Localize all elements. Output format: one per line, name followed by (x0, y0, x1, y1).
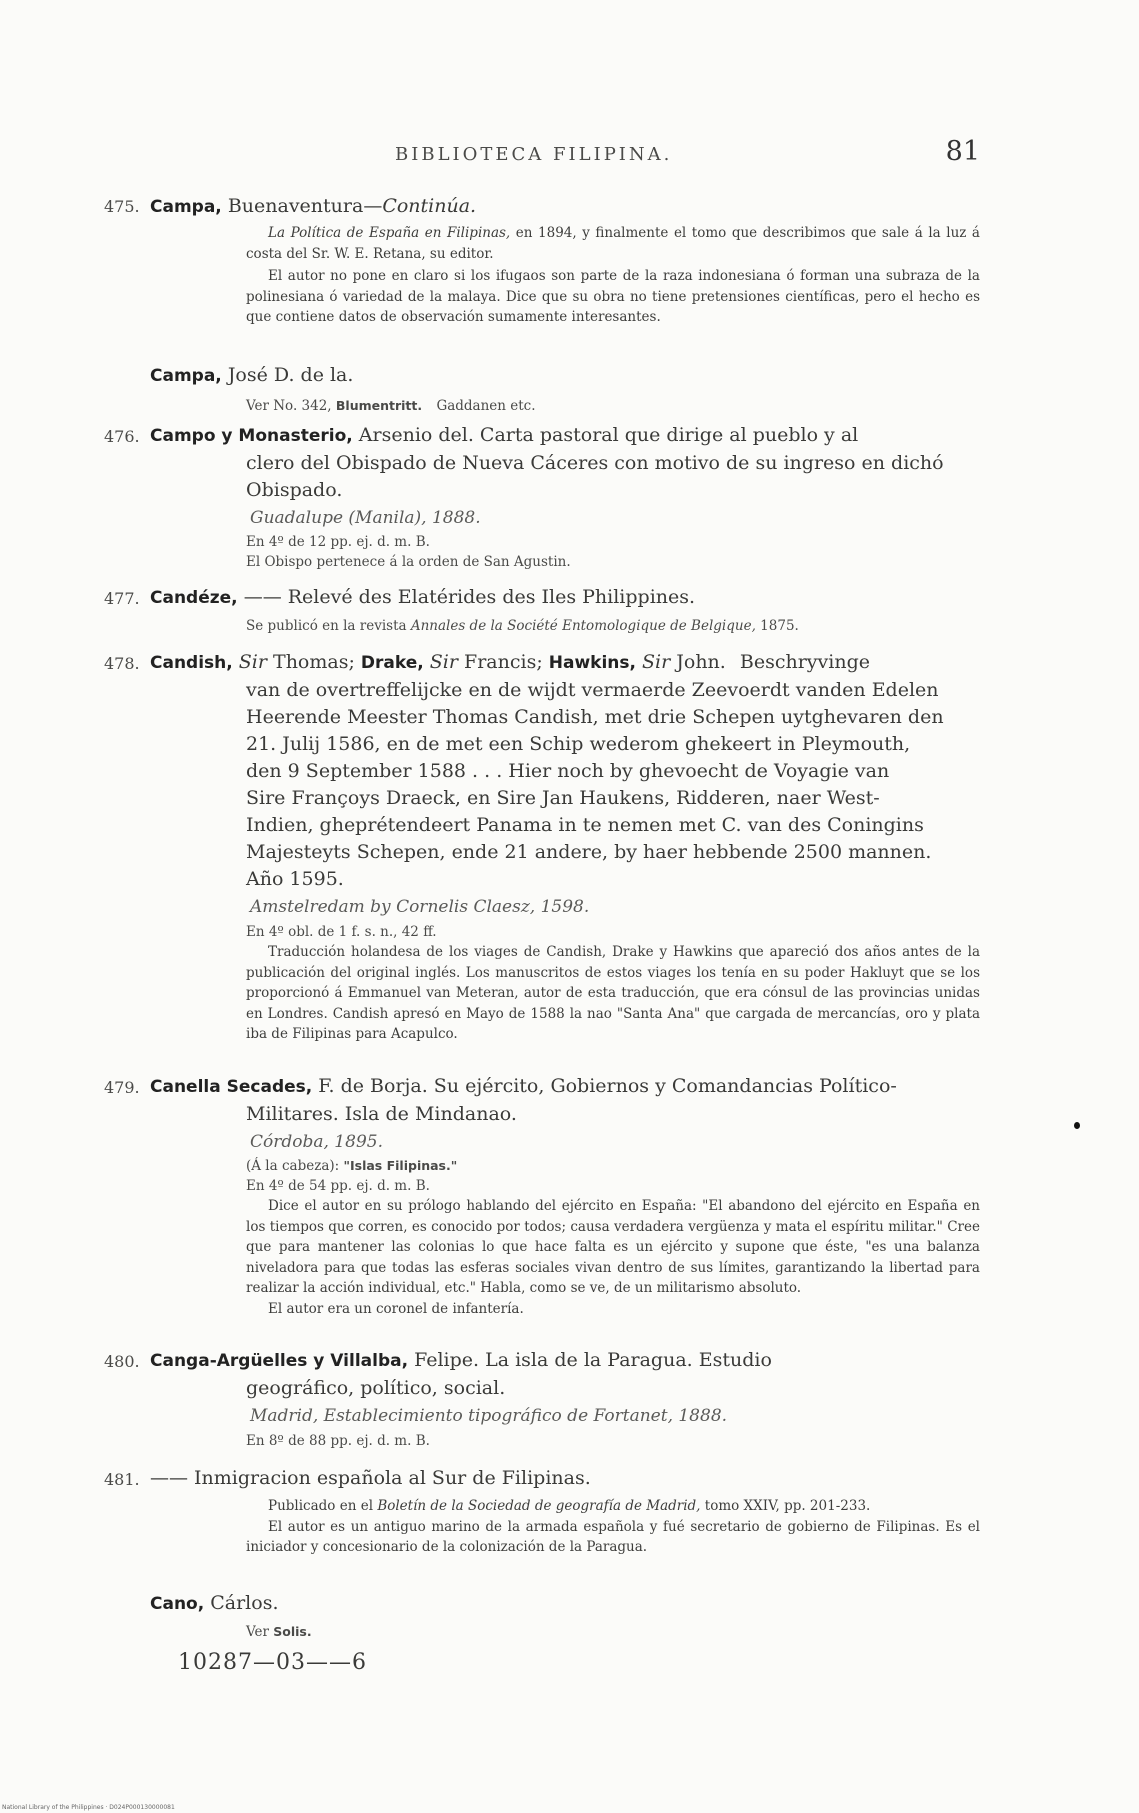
entry-note: El autor no pone en claro si los ifugaos son parte de la raza indonesiana ó forman una subraza de la polinesiana ó variedad de la malaya. Dice que su obra no tiene pretensiones científicas, pero el hecho es que contiene datos de observación sumamente interesantes. (246, 268, 980, 325)
entry-author: Candéze, (150, 588, 238, 608)
entry-note: Traducción holandesa de los viages de Candish, Drake y Hawkins que apareció dos años antes de la publicación del original inglés. Los manuscritos de estos viages los tenía en su poder Hakluyt que se los proporcionó á Emmanuel van Meteran, autor de esta traducción, que era cónsul de las provincias unidas en Londres. Candish apresó en Mayo de 1588 la nao "Santa Ana" que cargada de mercancías, oro y plata iba de Filipinas para Acapulco. (246, 944, 980, 1042)
entry-title: 21. Julij 1586, en de met een Schip wederom ghekeert in Pleymouth, (246, 733, 911, 755)
scan-footer-id: National Library of the Philippines · D024P000130000081 (2, 1804, 175, 1811)
cross-reference: Ver Solis. (246, 1624, 312, 1640)
entry-note: Dice el autor en su prólogo hablando del ejército en España: "El abandono del ejército en España en los tiempos que corren, es conocido por todos; causa verdadera vergüenza y mata el espíritu militar." Cree que para mantener las colonias lo que hace falta es un ejército y supone que éste, "es una balanza niveladora para que todas las esferas sociales vivan dentro de sus límites, garantizando la libertad para realizar la acción individual, etc." Habla, como se ve, de un militarismo absoluto. (246, 1198, 980, 1296)
entry-imprint: Amstelredam by Cornelis Claesz, 1598. (250, 897, 590, 917)
entry-title: Beschryvinge (739, 651, 870, 673)
entry-note: Publicado en el Boletín de la Sociedad de geografía de Madrid, tomo XXIV, pp. 201-233. (268, 1498, 871, 1514)
entry-format: En 4º de 54 pp. ej. d. m. B. (246, 1178, 430, 1194)
entry-477 (104, 584, 980, 636)
ink-speck (1074, 1122, 1080, 1129)
continuation-mark: Continúa. (382, 195, 477, 217)
entry-title: —— Relevé des Elatérides des Iles Philippines. (243, 586, 696, 608)
entry-author: Campa, (150, 197, 222, 217)
entry-author: Campa, (150, 366, 222, 386)
entry-title: Felipe. La isla de la Paragua. Estudio (414, 1349, 772, 1371)
entry-479 (104, 1073, 980, 1319)
entry-note: Se publicó en la revista Annales de la Société Entomologique de Belgique, 1875. (246, 618, 799, 634)
entry-note: La Política de España en Filipinas, en 1894, y finalmente el tomo que describimos que sale á la luz á costa del Sr. W. E. Retana, su editor. (246, 225, 980, 262)
entry-author: Candish, (150, 653, 233, 673)
entry-imprint: Madrid, Establecimiento tipográfico de Fortanet, 1888. (250, 1406, 728, 1426)
entry-480 (104, 1347, 980, 1451)
entry-481 (104, 1465, 980, 1558)
entry-number: 475. (104, 197, 140, 216)
entry-author: Drake, (360, 653, 424, 673)
entry-note: El autor es un antiguo marino de la armada española y fué secretario de gobierno de Filipinas. Es el iniciador y concesionario de la colonización de la Paragua. (246, 1518, 980, 1555)
entry-title: Militares. Isla de Mindanao. (246, 1103, 517, 1125)
entry-number: 476. (104, 427, 140, 446)
printer-signature: 10287—03——6 (178, 1650, 367, 1675)
entry-format: En 4º obl. de 1 f. s. n., 42 ff. (246, 924, 437, 940)
entry-number: 480. (104, 1352, 140, 1371)
entry-number: 478. (104, 654, 140, 673)
entry-note: El Obispo pertenece á la orden de San Agustin. (246, 554, 571, 570)
entry-author: Hawkins, (548, 653, 636, 673)
entry-campa-jose (150, 362, 980, 416)
entry-title: Majesteyts Schepen, ende 21 andere, by haer hebbende 2500 mannen. (246, 841, 932, 863)
entry-author: Cano, (150, 1594, 205, 1614)
entry-title: den 9 September 1588 . . . Hier noch by ghevoecht de Voyagie van (246, 760, 890, 782)
entry-number: 481. (104, 1470, 140, 1489)
entry-number: 479. (104, 1078, 140, 1097)
entry-imprint: Córdoba, 1895. (250, 1132, 383, 1152)
entry-title: Indien, gheprétendeert Panama in te nemen met C. van des Coningins (246, 814, 924, 836)
cross-reference: Ver No. 342, Blumentritt. Gaddanen etc. (246, 398, 536, 414)
entry-heading-note: (Á la cabeza): "Islas Filipinas." (246, 1158, 458, 1174)
entry-title: Año 1595. (246, 868, 344, 890)
entry-author: Canella Secades, (150, 1077, 313, 1097)
entry-cano (150, 1590, 980, 1642)
page-number: 81 (945, 136, 980, 167)
entry-imprint: Guadalupe (Manila), 1888. (250, 508, 481, 528)
entry-author: Canga-Argüelles y Villalba, (150, 1351, 409, 1371)
entry-author-name: José D. de la. (227, 364, 354, 386)
entry-note: El autor era un coronel de infantería. (268, 1300, 524, 1317)
entry-format: En 4º de 12 pp. ej. d. m. B. (246, 534, 430, 550)
running-head: BIBLIOTECA FILIPINA. (395, 144, 673, 165)
entry-475 (104, 193, 980, 328)
entry-format: En 8º de 88 pp. ej. d. m. B. (246, 1433, 430, 1449)
entry-title: Arsenio del. Carta pastoral que dirige al pueblo y al (358, 424, 859, 446)
entry-author-name: Buenaventura— (227, 195, 383, 217)
entry-number: 477. (104, 589, 140, 608)
entry-title: van de overtreffelijcke en de wijdt vermaerde Zeevoerdt vanden Edelen (246, 679, 939, 701)
entry-title: clero del Obispado de Nueva Cáceres con motivo de su ingreso en dichó (246, 452, 944, 474)
entry-title: Sire Françoys Draeck, en Sire Jan Haukens, Ridderen, naer West- (246, 787, 880, 809)
entry-478: 478. Candish, Sir Thomas; Drake, Sir Francis; Hawkins, Sir John. Beschryvinge van de overtreffelijcke en de wijdt vermaerde Zeevoerdt vanden Edelen Heerende Meester Thomas Candish, met drie Schepen uytghevaren den 21. Julij 1586, en de met een Schip wederom ghekeert in Pleymouth, den 9 September 1588 . . . Hier noch by ghevoecht de Voyagie van Sire Françoys Draeck, en Sire Jan Haukens, Ridderen, naer West- Indien, gheprétendeert Panama in te nemen met C. van des Coningins Majesteyts Schepen, ende 21 andere, by haer hebbende 2500 mannen. Año 1595. Amstelredam by Cornelis Claesz, 1598. En 4º obl. de 1 f. s. n., 42 ff. Traducción holandesa de los viages de Candish, Drake y Hawkins que apareció dos años antes de la publicación del original inglés. Los manuscritos de estos viages los tenía en su poder Hakluyt que se los proporcionó á Emmanuel van Meteran, autor de esta traducción, que era cónsul de las provincias unidas en Londres. Candish apresó en Mayo de 1588 la nao "Santa Ana" que cargada de mercancías, oro y plata iba de Filipinas para Acapulco. (150, 649, 980, 1045)
entry-476 (104, 422, 980, 572)
entry-title: geográfico, político, social. (246, 1377, 506, 1399)
entry-title: —— Inmigracion española al Sur de Filipinas. (150, 1467, 591, 1489)
entry-title: Heerende Meester Thomas Candish, met drie Schepen uytghevaren den (246, 706, 944, 728)
entry-title: F. de Borja. Su ejército, Gobiernos y Comandancias Político- (318, 1075, 897, 1097)
entry-title: Obispado. (246, 479, 343, 501)
entry-author-name: Cárlos. (210, 1592, 279, 1614)
entry-author: Campo y Monasterio, (150, 426, 353, 446)
